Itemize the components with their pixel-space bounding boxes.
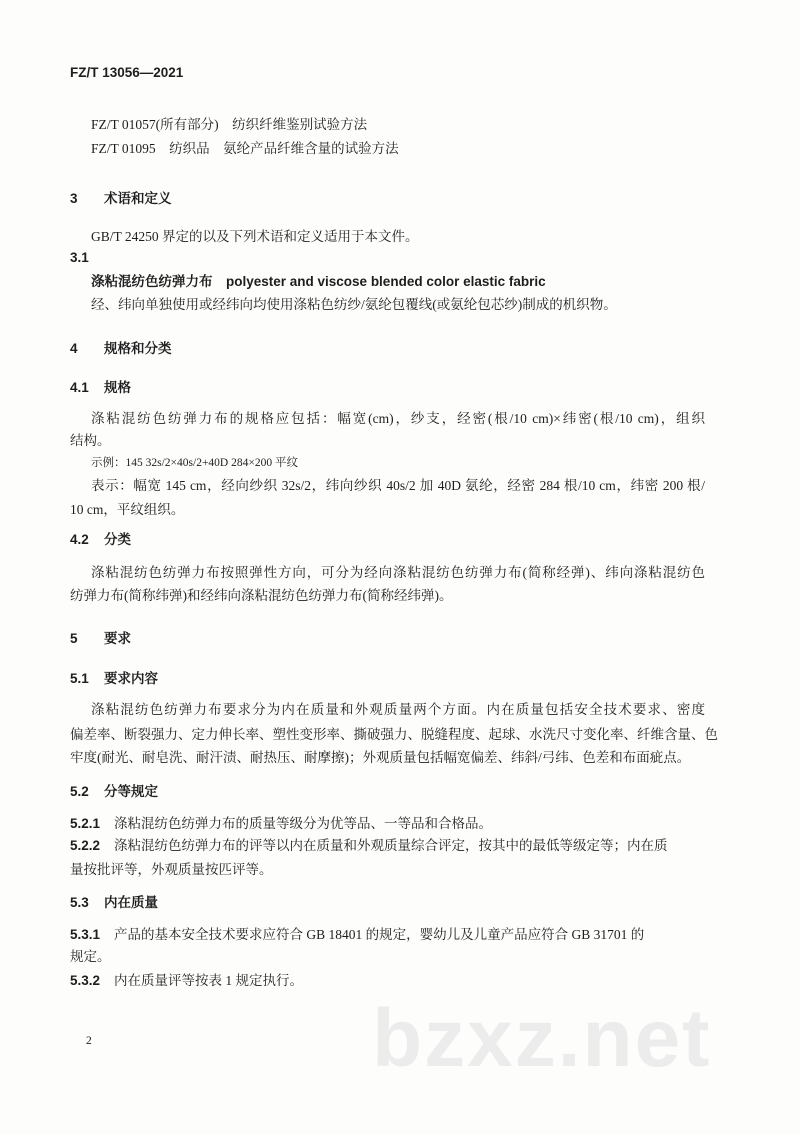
clause-number: 5.2.1 (70, 816, 101, 831)
section-title: 要求 (104, 631, 131, 646)
clause-text: 内在质量评等按表 1 规定执行。 (114, 973, 303, 988)
paragraph-line: 涤粘混纺色纺弹力布要求分为内在质量和外观质量两个方面。内在质量包括安全技术要求、密度 (91, 702, 705, 717)
paragraph-line: 牢度(耐光、耐皂洗、耐汗渍、耐热压、耐摩擦)；外观质量包括幅宽偏差、纬斜/弓纬、色差和布面疵点。 (70, 750, 691, 765)
watermark: bzxz.net (372, 993, 712, 1084)
clause-text: 涤粘混纺色纺弹力布的质量等级分为优等品、一等品和合格品。 (114, 816, 492, 831)
reference-item: FZ/T 01057(所有部分) 纺织纤维鉴别试验方法 (91, 117, 368, 132)
paragraph-line: 结构。 (70, 433, 111, 448)
clause-number: 4.2 (70, 532, 89, 547)
clause-title: 内在质量 (104, 895, 158, 910)
clause-title: 规格 (104, 380, 131, 395)
example-note: 示例：145 32s/2×40s/2+40D 284×200 平纹 (91, 457, 298, 469)
term-title: 涤粘混纺色纺弹力布 polyester and viscose blended color elastic fabric (91, 274, 546, 289)
clause-heading-5-1 (70, 670, 158, 688)
section-number: 4 (70, 341, 78, 356)
paragraph-line: 表示：幅宽 145 cm，经向纱织 32s/2，纬向纱织 40s/2 加 40D 氨纶，经密 284 根/10 cm，纬密 200 根/ (91, 478, 705, 493)
section-number: 5 (70, 631, 78, 646)
clause-number: 5.3 (70, 895, 89, 910)
clause-number: 5.2.2 (70, 838, 101, 853)
clause-5-2-1 (70, 815, 492, 833)
paragraph-line: 纺弹力布(简称纬弹)和经纬向涤粘混纺色纺弹力布(简称经纬弹)。 (70, 588, 453, 603)
clause-text: 产品的基本安全技术要求应符合 GB 18401 的规定，婴幼儿及儿童产品应符合 GB 31701 的 (114, 927, 645, 942)
section-title: 规格和分类 (104, 341, 172, 356)
clause-heading-4-2 (70, 531, 131, 549)
clause-5-3-2 (70, 972, 303, 990)
clause-title: 分等规定 (104, 784, 158, 799)
clause-number: 5.2 (70, 784, 89, 799)
clause-number: 3.1 (70, 250, 89, 265)
paragraph-line: 规定。 (70, 949, 111, 964)
clause-text: 涤粘混纺色纺弹力布的评等以内在质量和外观质量综合评定，按其中的最低等级定等；内在质 (114, 838, 668, 853)
paragraph-line: 偏差率、断裂强力、定力伸长率、塑性变形率、撕破强力、脱缝程度、起球、水洗尺寸变化率、纤维含量、色 (70, 727, 718, 742)
paragraph: GB/T 24250 界定的以及下列术语和定义适用于本文件。 (91, 229, 419, 244)
clause-5-2-2 (70, 837, 668, 855)
section-heading-5 (70, 630, 131, 648)
paragraph-line: 涤粘混纺色纺弹力布的规格应包括：幅宽(cm)，纱支，经密(根/10 cm)×纬密(根/10 cm)，组织 (91, 411, 705, 426)
term-definition: 经、纬向单独使用或经纬向均使用涤粘色纺纱/氨纶包覆线(或氨纶包芯纱)制成的机织物。 (91, 297, 617, 312)
clause-heading-5-3 (70, 894, 158, 912)
section-heading-4 (70, 340, 172, 358)
doc-header-id: FZ/T 13056—2021 (70, 65, 184, 80)
section-title: 术语和定义 (104, 191, 172, 206)
paragraph-line: 涤粘混纺色纺弹力布按照弹性方向，可分为经向涤粘混纺色纺弹力布(简称经弹)、纬向涤粘混纺色 (91, 565, 705, 580)
clause-number: 4.1 (70, 380, 89, 395)
clause-number: 5.1 (70, 671, 89, 686)
section-heading-3 (70, 190, 172, 208)
clause-title: 要求内容 (104, 671, 158, 686)
reference-item: FZ/T 01095 纺织品 氨纶产品纤维含量的试验方法 (91, 141, 399, 156)
clause-heading-4-1 (70, 379, 131, 397)
clause-number: 5.3.1 (70, 927, 101, 942)
clause-title: 分类 (104, 532, 131, 547)
section-number: 3 (70, 191, 78, 206)
paragraph-line: 量按批评等，外观质量按匹评等。 (70, 862, 273, 877)
page-number: 2 (86, 1035, 92, 1047)
clause-number: 5.3.2 (70, 973, 101, 988)
clause-5-3-1 (70, 926, 644, 944)
paragraph-line: 10 cm，平纹组织。 (70, 502, 185, 517)
clause-heading-5-2 (70, 783, 158, 801)
